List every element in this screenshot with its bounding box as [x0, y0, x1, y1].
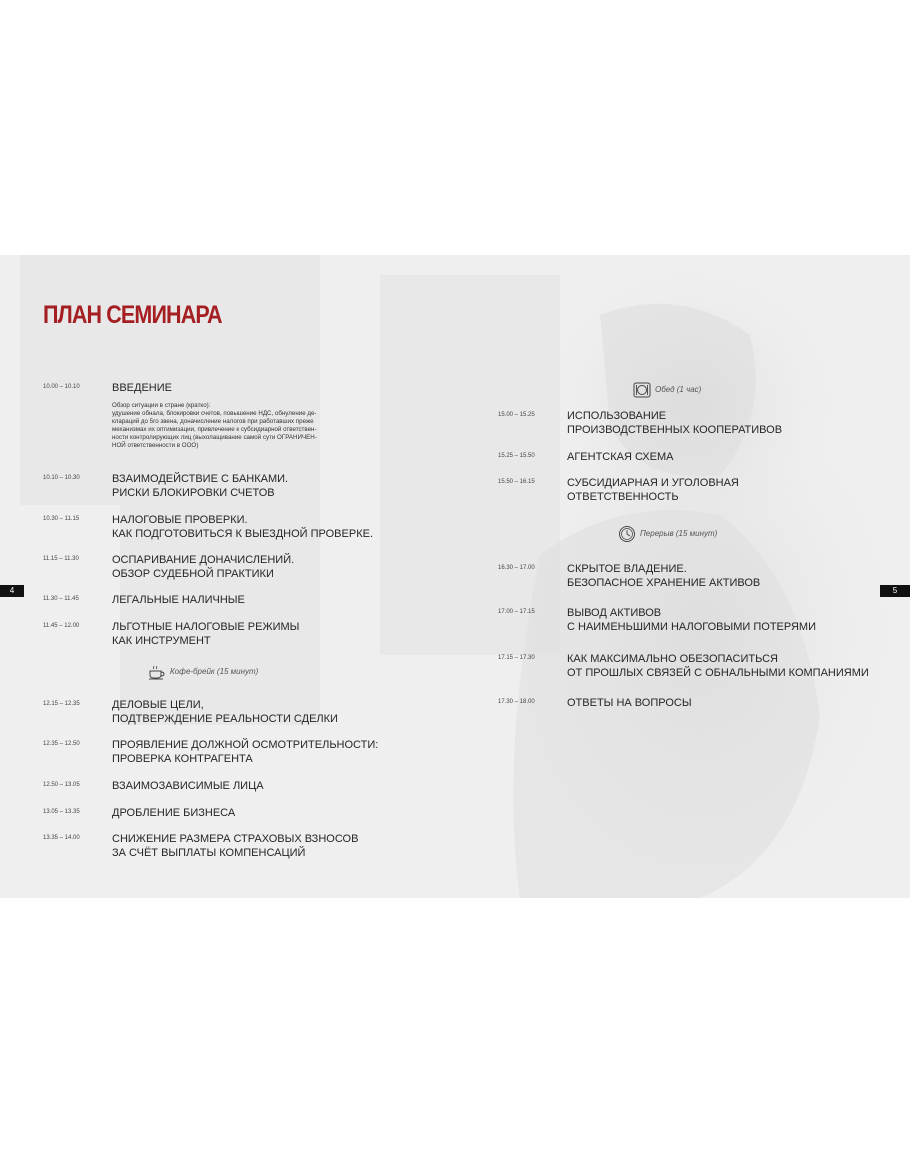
- item-time: 11.15 – 11.30: [43, 556, 79, 562]
- seminar-spread: [0, 255, 910, 898]
- page-title: ПЛАН СЕМИНАРА: [43, 301, 222, 329]
- item-time: 11.45 – 12.00: [43, 623, 80, 629]
- item-title: ДЕЛОВЫЕ ЦЕЛИ, ПОДТВЕРЖДЕНИЕ РЕАЛЬНОСТИ СДЕЛКИ: [112, 699, 338, 725]
- item-title: ВВЕДЕНИЕ: [112, 382, 172, 394]
- lunch-break-label: Обед (1 час): [655, 385, 702, 395]
- item-time: 15.25 – 15.50: [498, 453, 535, 459]
- item-title: СНИЖЕНИЕ РАЗМЕРА СТРАХОВЫХ ВЗНОСОВ ЗА СЧЁТ ВЫПЛАТЫ КОМПЕНСАЦИЙ: [112, 833, 359, 859]
- item-time: 13.35 – 14.00: [43, 835, 80, 841]
- item-title: АГЕНТСКАЯ СХЕМА: [567, 451, 674, 463]
- item-title: ОТВЕТЫ НА ВОПРОСЫ: [567, 697, 692, 709]
- coffee-break-label: Кофе-брейк (15 минут): [170, 667, 259, 677]
- item-title: ЛЕГАЛЬНЫЕ НАЛИЧНЫЕ: [112, 594, 245, 606]
- item-time: 10.30 – 11.15: [43, 516, 80, 522]
- item-time: 12.35 – 12.50: [43, 741, 80, 747]
- item-time: 15.00 – 15.25: [498, 412, 535, 418]
- item-title: ОСПАРИВАНИЕ ДОНАЧИСЛЕНИЙ. ОБЗОР СУДЕБНОЙ ПРАКТИКИ: [112, 554, 295, 580]
- left-page-number: 4: [0, 585, 24, 597]
- item-title: ПРОЯВЛЕНИЕ ДОЛЖНОЙ ОСМОТРИТЕЛЬНОСТИ: ПРОВЕРКА КОНТРАГЕНТА: [112, 739, 379, 765]
- item-title: ВЫВОД АКТИВОВ С НАИМЕНЬШИМИ НАЛОГОВЫМИ ПОТЕРЯМИ: [567, 607, 816, 633]
- item-time: 11.30 – 11.45: [43, 596, 79, 602]
- item-time: 17.00 – 17.15: [498, 609, 535, 615]
- item-time: 13.05 – 13.35: [43, 809, 80, 815]
- clock-icon: [618, 525, 636, 543]
- pause-break-label: Перерыв (15 минут): [640, 529, 718, 539]
- plate-icon: [633, 382, 651, 398]
- item-title: НАЛОГОВЫЕ ПРОВЕРКИ. КАК ПОДГОТОВИТЬСЯ К ВЫЕЗДНОЙ ПРОВЕРКЕ.: [112, 514, 373, 540]
- lunch-break-note: [633, 382, 701, 398]
- item-time: 16.30 – 17.00: [498, 565, 535, 571]
- item-time: 12.50 – 13.05: [43, 782, 80, 788]
- item-time: 12.15 – 12.35: [43, 701, 80, 707]
- coffee-break-note: [148, 664, 258, 680]
- item-time: 10.00 – 10.10: [43, 384, 80, 390]
- item-title: ДРОБЛЕНИЕ БИЗНЕСА: [112, 807, 236, 819]
- item-title: ВЗАИМОЗАВИСИМЫЕ ЛИЦА: [112, 780, 264, 792]
- item-title: ИСПОЛЬЗОВАНИЕ ПРОИЗВОДСТВЕННЫХ КООПЕРАТИВОВ: [567, 410, 783, 436]
- coffee-cup-icon: [148, 664, 166, 680]
- item-title: ЛЬГОТНЫЕ НАЛОГОВЫЕ РЕЖИМЫ КАК ИНСТРУМЕНТ: [112, 621, 300, 647]
- right-page-number: 5: [880, 585, 910, 597]
- item-title: ВЗАИМОДЕЙСТВИЕ С БАНКАМИ. РИСКИ БЛОКИРОВКИ СЧЕТОВ: [112, 473, 289, 499]
- item-description: Обзор ситуации в стране (кратко): удушение обнала, блокировки счетов, повышение НДС, обнуление де- клараций до 5го звена, доначисление налогов при работавших преже механизмах их оптимизации, привлечение к субсидиарной ответствен- ности контролирующих лиц (выхолащивание самой сути ОГРАНИЧЕН- НОЙ ответственности в ООО): [112, 402, 317, 449]
- item-time: 17.15 – 17.30: [498, 655, 535, 661]
- item-title: СКРЫТОЕ ВЛАДЕНИЕ. БЕЗОПАСНОЕ ХРАНЕНИЕ АКТИВОВ: [567, 563, 761, 589]
- item-title: СУБСИДИАРНАЯ И УГОЛОВНАЯ ОТВЕТСТВЕННОСТЬ: [567, 477, 739, 503]
- pause-break-note: [618, 525, 717, 543]
- item-time: 17.30 – 18.00: [498, 699, 535, 705]
- item-time: 15.50 – 16.15: [498, 479, 535, 485]
- item-time: 10.10 – 10.30: [43, 475, 80, 481]
- item-title: КАК МАКСИМАЛЬНО ОБЕЗОПАСИТЬСЯ ОТ ПРОШЛЫХ СВЯЗЕЙ С ОБНАЛЬНЫМИ КОМПАНИЯМИ: [567, 653, 869, 679]
